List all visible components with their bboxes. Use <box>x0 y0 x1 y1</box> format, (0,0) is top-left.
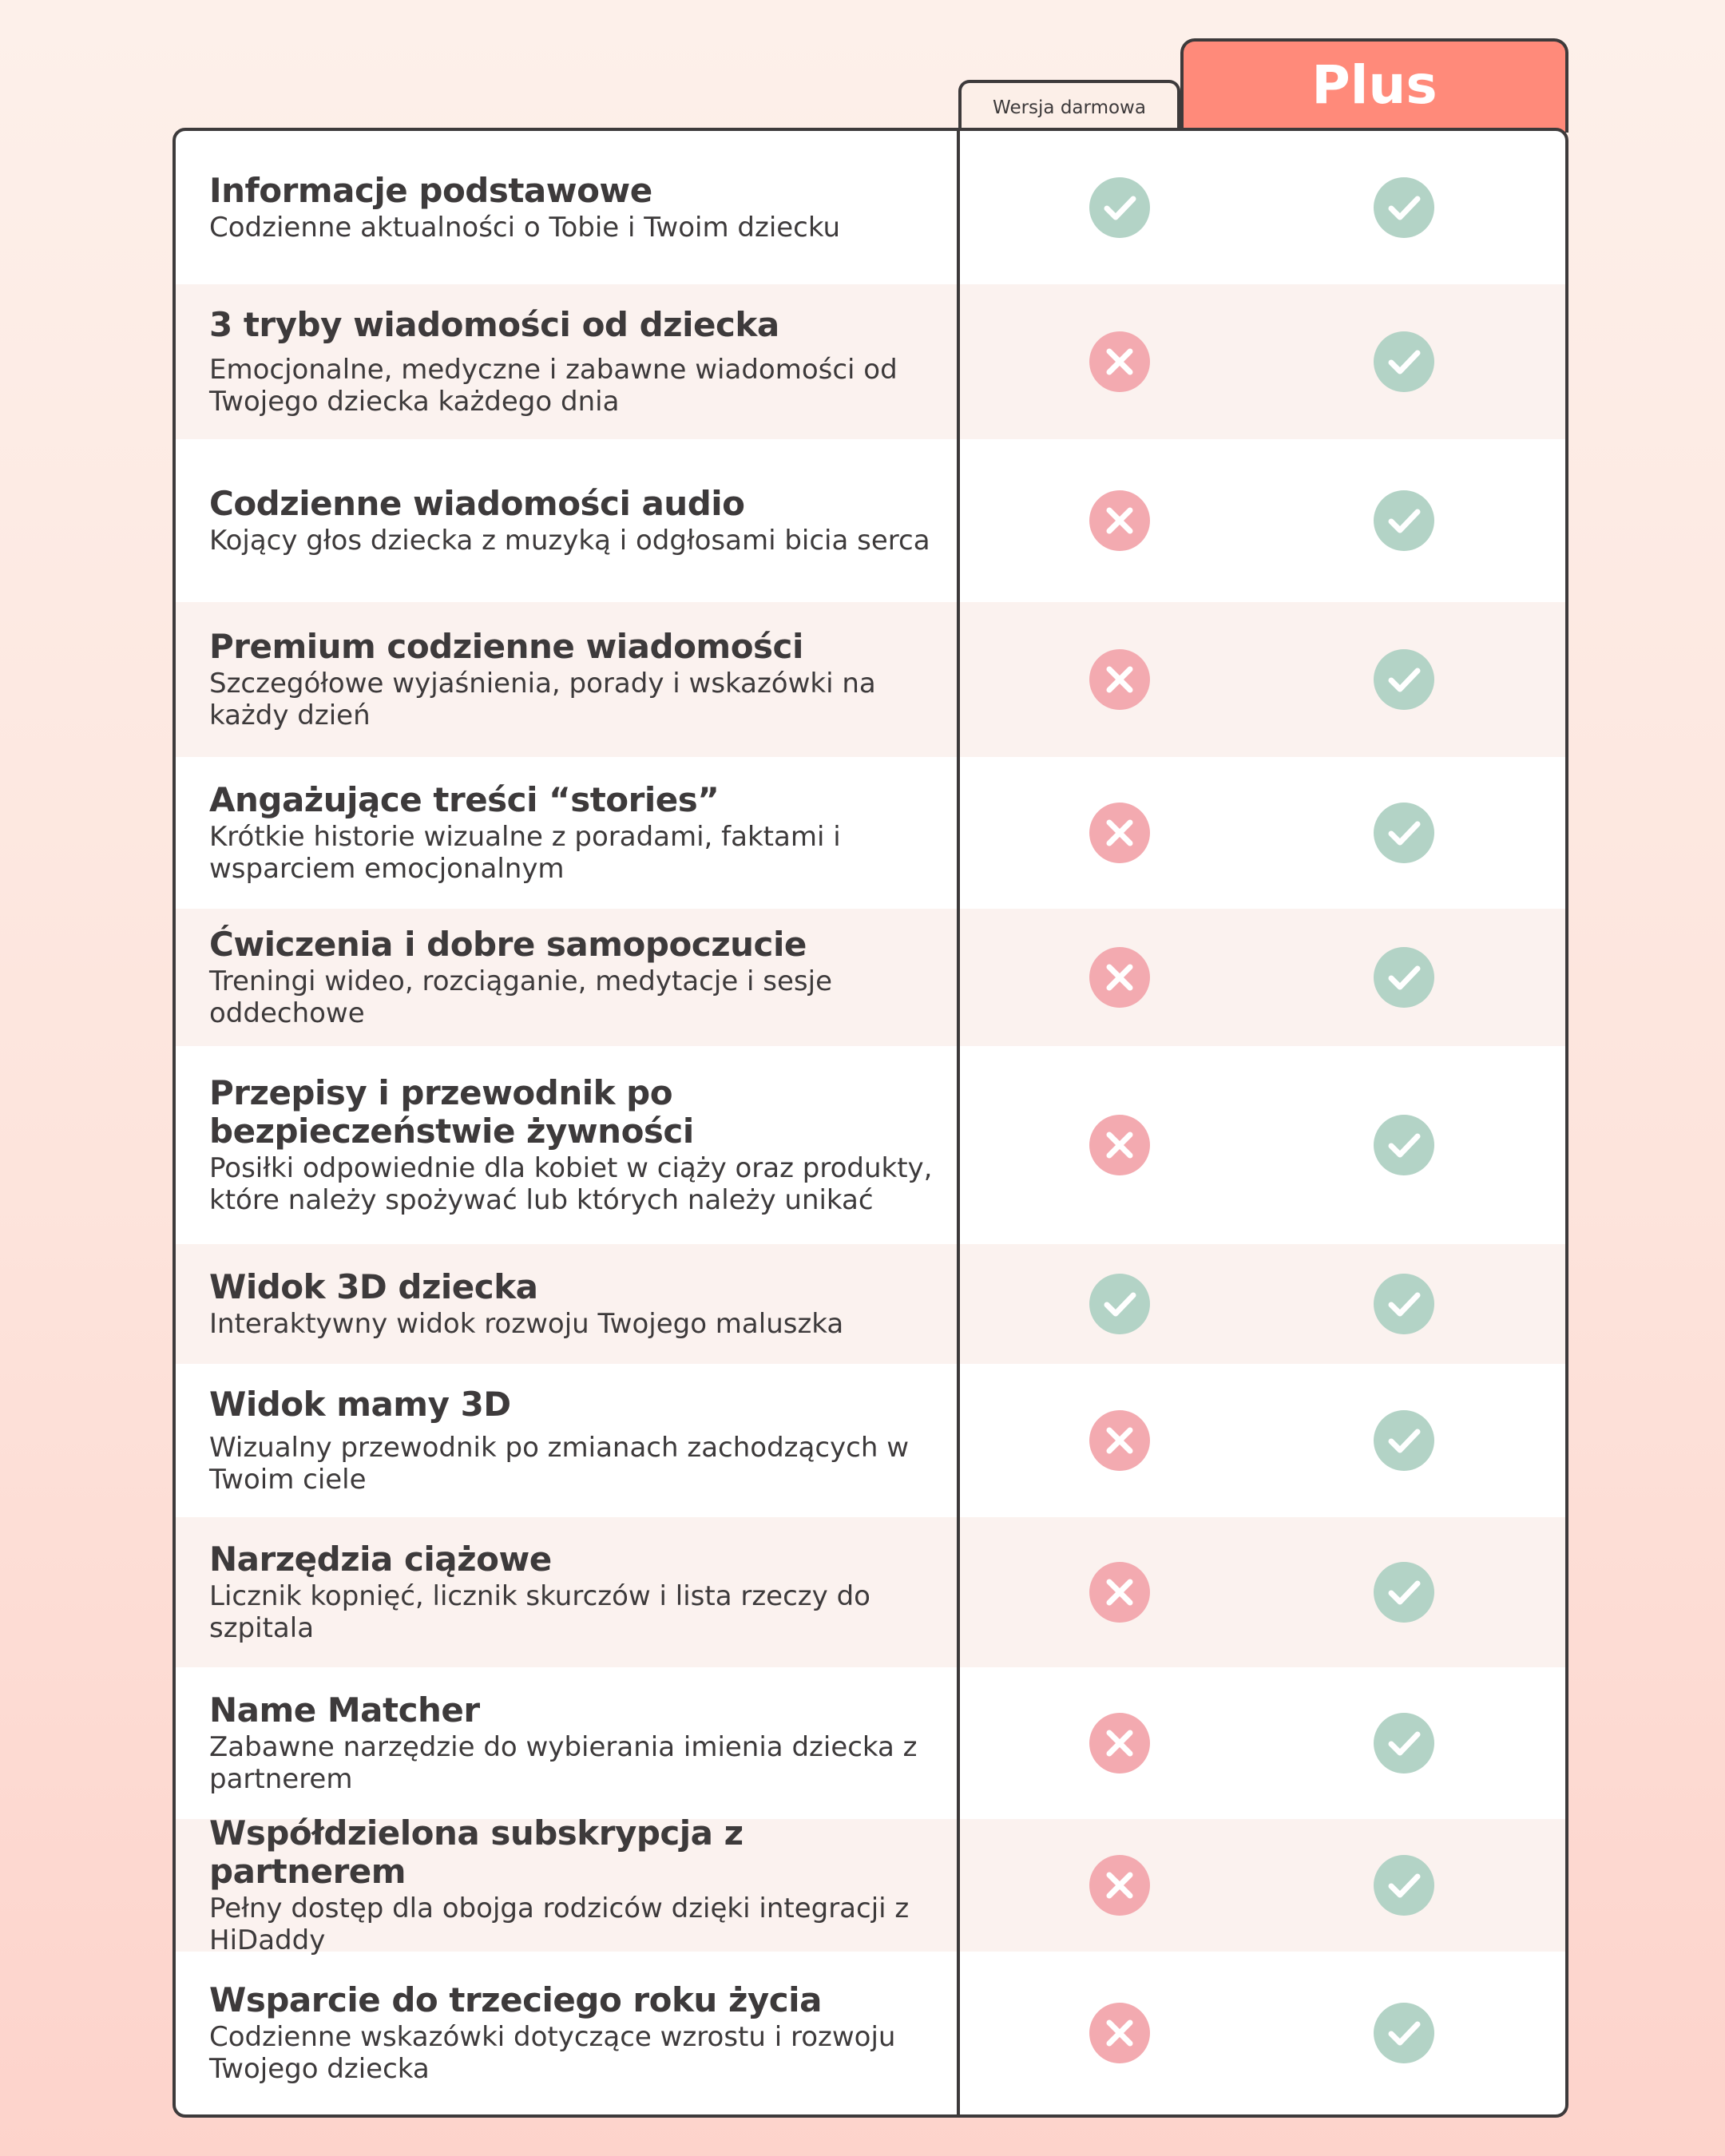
feature-title: Narzędzia ciążowe <box>209 1540 552 1579</box>
free-cell <box>958 284 1262 439</box>
check-icon <box>1374 1713 1434 1774</box>
check-icon <box>1374 1274 1434 1334</box>
feature-description: Treningi wideo, rozciąganie, medytacje i sesje oddechowe <box>209 965 833 1029</box>
cross-icon <box>1089 1713 1150 1774</box>
check-icon <box>1374 803 1434 863</box>
plus-cell <box>1262 909 1565 1046</box>
feature-description: Wizualny przewodnik po zmianach zachodzących w Twoim ciele <box>209 1432 910 1496</box>
feature-cell <box>176 909 958 1046</box>
cross-icon <box>1089 1562 1150 1623</box>
cross-icon <box>1089 649 1150 710</box>
feature-cell <box>176 131 958 284</box>
cross-icon <box>1089 331 1150 392</box>
feature-description: Zabawne narzędzie do wybierania imienia dziecka z partnerem <box>209 1731 918 1795</box>
feature-cell <box>176 1244 958 1364</box>
table-row <box>176 1667 1565 1819</box>
cross-icon <box>1089 1855 1150 1916</box>
feature-cell <box>176 1517 958 1667</box>
table-row <box>176 1813 1565 1956</box>
check-icon <box>1374 2003 1434 2063</box>
plus-cell <box>1262 1244 1565 1364</box>
plus-cell <box>1262 602 1565 757</box>
feature-description: Posiłki odpowiednie dla kobiet w ciąży oraz produkty, które należy spożywać lub których należy unikać <box>209 1152 933 1216</box>
table-row <box>176 439 1565 602</box>
check-icon <box>1374 1115 1434 1175</box>
free-cell <box>958 439 1262 602</box>
check-icon <box>1374 1855 1434 1916</box>
feature-cell <box>176 1667 958 1819</box>
feature-description: Krótkie historie wizualne z poradami, faktami i wsparciem emocjonalnym <box>209 821 841 885</box>
free-cell <box>958 1244 1262 1364</box>
feature-title: Premium codzienne wiadomości <box>209 627 803 666</box>
table-row <box>176 1244 1565 1364</box>
table-row <box>176 131 1565 284</box>
feature-description: Pełny dostęp dla obojga rodziców dzięki integracji z HiDaddy <box>209 1892 910 1956</box>
free-cell <box>958 909 1262 1046</box>
table-row <box>176 1952 1565 2114</box>
cross-icon <box>1089 947 1150 1008</box>
feature-title: Informacje podstawowe <box>209 171 652 210</box>
feature-title: Współdzielona subskrypcja z partnerem <box>209 1813 744 1891</box>
free-cell <box>958 1667 1262 1819</box>
feature-cell <box>176 602 958 757</box>
free-cell <box>958 1364 1262 1517</box>
free-cell <box>958 757 1262 909</box>
plus-cell <box>1262 1046 1565 1244</box>
plus-cell <box>1262 1517 1565 1667</box>
table-row <box>176 909 1565 1046</box>
feature-description: Interaktywny widok rozwoju Twojego maluszka <box>209 1308 844 1340</box>
free-cell <box>958 1517 1262 1667</box>
feature-title: Wsparcie do trzeciego roku życia <box>209 1980 822 2019</box>
table-row <box>176 1517 1565 1667</box>
feature-title: Angażujące treści “stories” <box>209 780 720 819</box>
feature-description: Kojący głos dziecka z muzyką i odgłosami bicia serca <box>209 525 930 557</box>
feature-cell <box>176 284 958 439</box>
plus-cell <box>1262 1667 1565 1819</box>
check-icon <box>1374 649 1434 710</box>
feature-title: Przepisy i przewodnik po bezpieczeństwie żywności <box>209 1073 694 1151</box>
feature-title: Widok 3D dziecka <box>209 1267 538 1306</box>
feature-cell <box>176 757 958 909</box>
cross-icon <box>1089 2003 1150 2063</box>
tab-plus-version[interactable] <box>1180 38 1568 133</box>
plus-cell <box>1262 131 1565 284</box>
free-cell <box>958 602 1262 757</box>
feature-description: Emocjonalne, medyczne i zabawne wiadomości od Twojego dziecka każdego dnia <box>209 354 898 418</box>
table-row <box>176 284 1565 439</box>
free-cell <box>958 1046 1262 1244</box>
plus-cell <box>1262 1952 1565 2114</box>
check-icon <box>1374 1562 1434 1623</box>
column-divider <box>957 131 960 2114</box>
check-icon <box>1089 1274 1150 1334</box>
feature-cell <box>176 1952 958 2114</box>
plus-cell <box>1262 757 1565 909</box>
plus-cell <box>1262 1364 1565 1517</box>
feature-title: Name Matcher <box>209 1690 480 1730</box>
plus-cell <box>1262 439 1565 602</box>
plus-cell <box>1262 284 1565 439</box>
feature-cell <box>176 439 958 602</box>
table-row <box>176 602 1565 757</box>
feature-description: Licznik kopnięć, licznik skurczów i lista rzeczy do szpitala <box>209 1580 870 1644</box>
free-cell <box>958 1819 1262 1952</box>
feature-cell <box>176 1813 958 1956</box>
tab-free-label: Wersja darmowa <box>993 97 1146 118</box>
free-cell <box>958 1952 1262 2114</box>
feature-title: 3 tryby wiadomości od dziecka <box>209 305 779 344</box>
check-icon <box>1374 331 1434 392</box>
cross-icon <box>1089 1410 1150 1471</box>
feature-description: Codzienne aktualności o Tobie i Twoim dziecku <box>209 212 841 244</box>
check-icon <box>1089 177 1150 238</box>
feature-title: Widok mamy 3D <box>209 1385 511 1424</box>
table-row <box>176 757 1565 909</box>
feature-description: Szczegółowe wyjaśnienia, porady i wskazówki na każdy dzień <box>209 668 876 731</box>
feature-cell <box>176 1046 958 1244</box>
check-icon <box>1374 490 1434 551</box>
cross-icon <box>1089 803 1150 863</box>
free-cell <box>958 131 1262 284</box>
cross-icon <box>1089 1115 1150 1175</box>
feature-title: Codzienne wiadomości audio <box>209 484 745 523</box>
feature-title: Ćwiczenia i dobre samopoczucie <box>209 925 807 964</box>
table-row <box>176 1364 1565 1517</box>
tab-plus-label: Plus <box>1311 54 1438 116</box>
check-icon <box>1374 1410 1434 1471</box>
feature-description: Codzienne wskazówki dotyczące wzrostu i rozwoju Twojego dziecka <box>209 2021 896 2085</box>
check-icon <box>1374 177 1434 238</box>
cross-icon <box>1089 490 1150 551</box>
tab-free-version[interactable] <box>958 80 1180 133</box>
plus-cell <box>1262 1819 1565 1952</box>
feature-cell <box>176 1364 958 1517</box>
table-row <box>176 1046 1565 1244</box>
check-icon <box>1374 947 1434 1008</box>
comparison-table <box>172 128 1568 2118</box>
